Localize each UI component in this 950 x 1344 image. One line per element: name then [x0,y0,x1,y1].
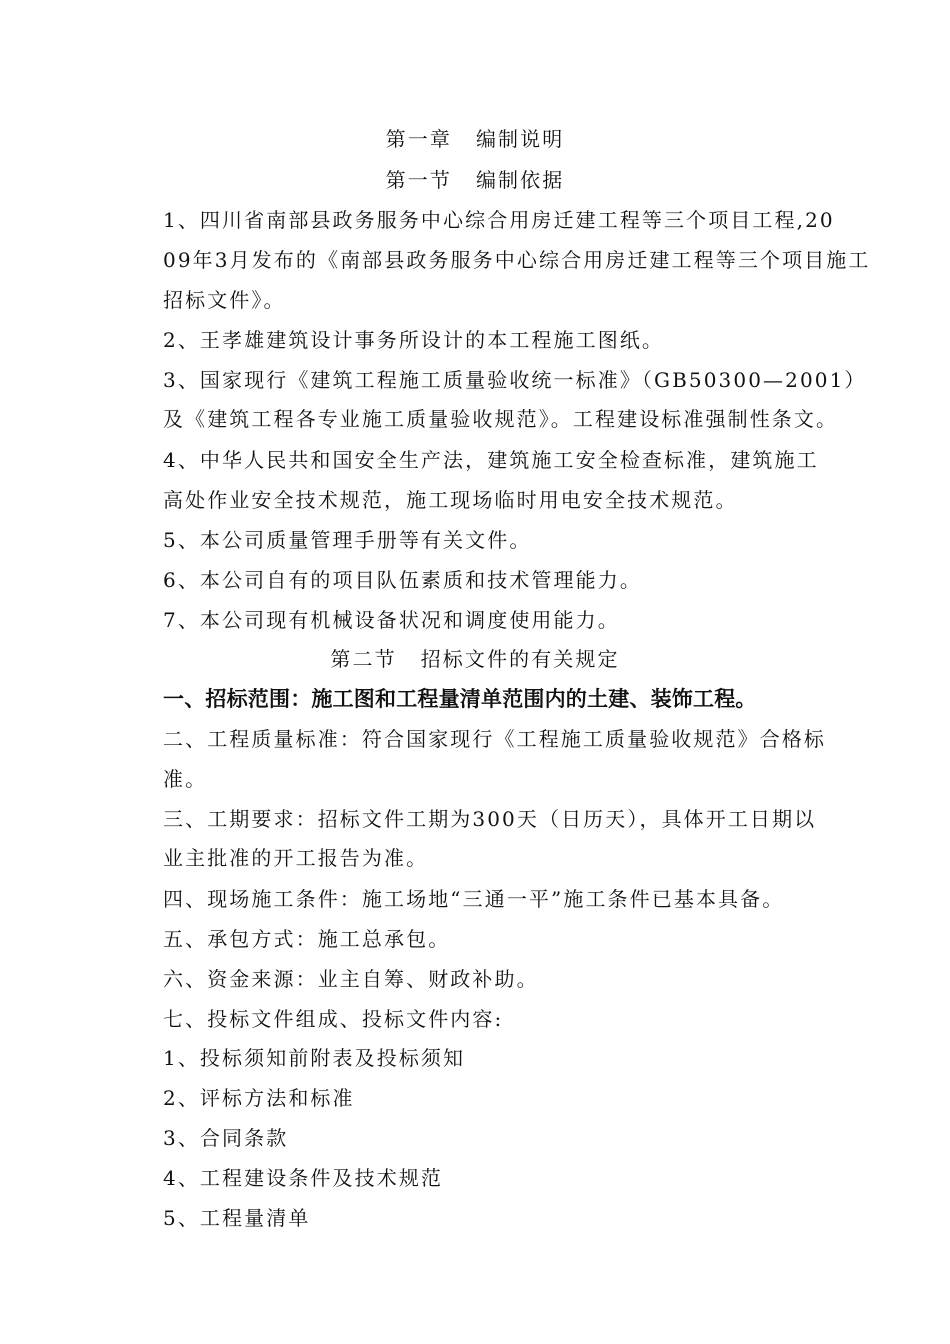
rule-line: 五、承包方式：施工总承包。 [163,927,451,951]
basis-line: 招标文件》。 [163,288,286,312]
chapter-title: 编制说明 [475,127,565,151]
list-item: 2、评标方法和标准 [163,1086,355,1110]
list-item: 3、合同条款 [163,1126,289,1150]
rule-line: 业主批准的开工报告为准。 [163,846,429,870]
section-title: 编制依据 [475,168,565,192]
basis-line: 3、国家现行《建筑工程施工质量验收统一标准》（GB50300—2001） [163,368,867,392]
basis-line: 高处作业安全技术规范，施工现场临时用电安全技术规范。 [163,488,738,512]
section-title: 招标文件的有关规定 [420,647,620,671]
rule-line: 四、现场施工条件：施工场地“三通一平”施工条件已基本具备。 [163,887,785,911]
rule-line: 六、资金来源：业主自筹、财政补助。 [163,967,539,991]
section-heading-1 [0,167,950,193]
basis-line: 1、四川省南部县政务服务中心综合用房迁建工程等三个项目工程,20 [163,208,835,232]
rule-line: 三、工期要求：招标文件工期为300天（日历天），具体开工日期以 [163,807,817,831]
list-item: 5、工程量清单 [163,1206,311,1230]
list-item: 4、工程建设条件及技术规范 [163,1166,444,1190]
list-item: 1、投标须知前附表及投标须知 [163,1046,466,1070]
basis-line: 7、本公司现有机械设备状况和调度使用能力。 [163,608,620,632]
basis-line: 4、中华人民共和国安全生产法，建筑施工安全检查标准，建筑施工 [163,448,819,472]
section-heading-2 [0,646,950,672]
basis-line: 09年3月发布的《南部县政务服务中心综合用房迁建工程等三个项目施工 [163,248,871,272]
basis-line: 及《建筑工程各专业施工质量验收规范》。工程建设标准强制性条文。 [163,407,839,431]
section-number: 第一节 [385,168,452,192]
basis-line: 6、本公司自有的项目队伍素质和技术管理能力。 [163,568,642,592]
basis-line: 5、本公司质量管理手册等有关文件。 [163,528,532,552]
basis-line: 2、王孝雄建筑设计事务所设计的本工程施工图纸。 [163,328,665,352]
chapter-heading [0,126,950,152]
chapter-number: 第一章 [385,127,452,151]
section-number: 第二节 [330,647,397,671]
rule-line: 准。 [163,767,208,791]
rule-line: 七、投标文件组成、投标文件内容: [163,1007,504,1031]
rule-line: 二、工程质量标准：符合国家现行《工程施工质量验收规范》合格标 [163,727,826,751]
scope-line: 一、招标范围：施工图和工程量清单范围内的土建、装饰工程。 [163,687,757,711]
